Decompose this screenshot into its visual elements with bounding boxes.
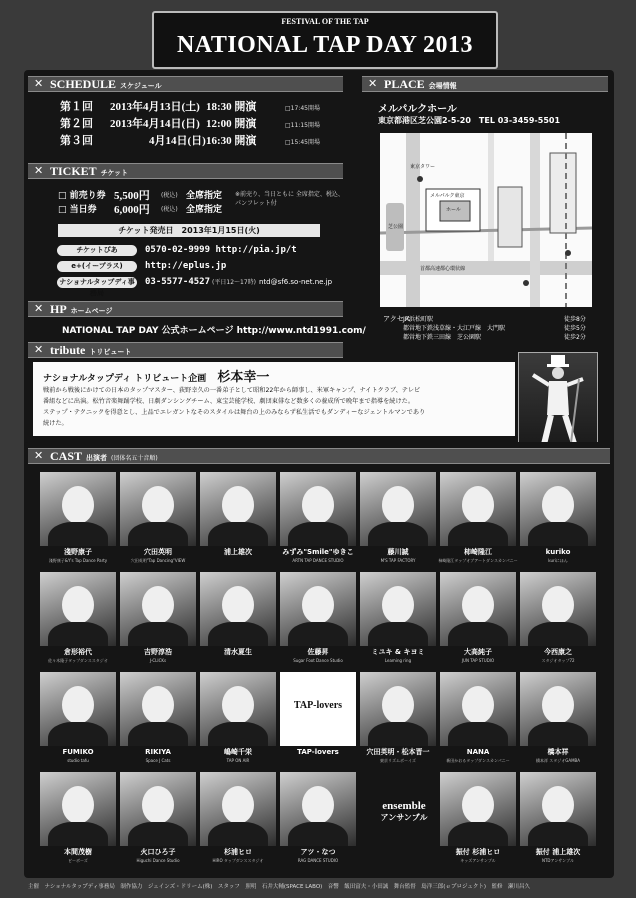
venue-address: 東京都港区芝公園2-5-20 TEL 03-3459-5501	[378, 116, 561, 125]
title-box	[152, 11, 498, 69]
cast-name: アツ・なつ	[300, 848, 336, 856]
cast-affiliation: JUN TAP STUDIO	[461, 658, 495, 663]
cast-affiliation: 佐々木隆子タップダンススタジオ	[48, 658, 108, 663]
hp-link[interactable]: NATIONAL TAP DAY 公式ホームページ http://www.ntd1991.com/	[62, 326, 366, 336]
hp-header	[28, 301, 343, 317]
contact-value: 0570-02-9999 http://pia.jp/t	[145, 245, 297, 255]
cast-photo	[200, 672, 276, 746]
photo-head	[462, 686, 494, 724]
cast-name: 佐藤昇	[307, 648, 329, 656]
cast-affiliation: kuriにほん	[548, 558, 568, 563]
cast-affiliation: Space J Cats	[145, 758, 171, 763]
photo-head	[222, 686, 254, 724]
tribute-heading: ナショナルタップディ トリビュート企画	[43, 374, 207, 384]
photo-head	[222, 486, 254, 524]
ensemble-title: ensemble	[382, 800, 426, 812]
schedule-title-jp: スケジュール	[120, 82, 162, 90]
place-title-jp: 会場情報	[428, 82, 457, 90]
corner-mark-icon: ✕	[34, 449, 44, 462]
cast-photo	[520, 672, 596, 746]
cast-name: 大高純子	[464, 648, 492, 656]
cast-name: 橋本祥	[547, 748, 569, 756]
photo-body	[528, 822, 588, 846]
cast-affiliation: J-CLICKs	[149, 658, 167, 663]
ensemble-title-jp: アンサンブル	[380, 813, 428, 822]
access-walk: 徒歩2分	[564, 334, 586, 341]
corner-mark-icon: ✕	[34, 164, 44, 177]
cast-photo	[360, 572, 436, 646]
tap-lovers-logo	[280, 672, 356, 746]
cast-photo	[120, 672, 196, 746]
cast-affiliation: Sugar Foot Dance Studio	[293, 658, 343, 663]
tribute-title-jp: トリビュート	[89, 348, 132, 356]
map-label: メルパルク東京	[430, 193, 465, 199]
photo-body	[48, 622, 108, 646]
ensemble-photo	[520, 772, 596, 846]
cast-affiliation: ビーボーズ	[68, 858, 88, 863]
cast-name: 吉野淳浩	[144, 648, 172, 656]
ticket-title-jp: チケット	[100, 169, 129, 177]
cast-photo	[280, 572, 356, 646]
photo-head	[62, 686, 94, 724]
cast-photo	[200, 772, 276, 846]
ticket-price: 5,500円	[114, 190, 150, 202]
photo-body	[528, 622, 588, 646]
ticket-release-bar	[58, 224, 320, 237]
photo-body	[368, 622, 428, 646]
schedule-open: □15:45開場	[285, 139, 320, 146]
cast-name: 穴田英明	[144, 548, 172, 556]
tribute-header	[28, 342, 343, 358]
photo-head	[142, 486, 174, 524]
photo-head	[222, 586, 254, 624]
ticket-seat: 全席指定	[186, 205, 223, 215]
photo-body	[288, 622, 348, 646]
cast-name: NANA	[466, 748, 490, 756]
page-title: NATIONAL TAP DAY 2013	[176, 32, 474, 58]
access-line: 都営地下鉄三田線 芝公園駅	[403, 334, 482, 341]
photo-body	[208, 822, 268, 846]
tribute-heading-row	[43, 366, 269, 385]
ticket-vendor-pill[interactable]: e+(イープラス)	[57, 261, 137, 272]
cast-name: 藤川誠	[387, 548, 409, 556]
cast-photo	[280, 772, 356, 846]
contact-mail[interactable]: ntd@sf6.so-net.ne.jp	[258, 278, 333, 286]
photo-head	[542, 686, 574, 724]
cast-photo	[440, 572, 516, 646]
cast-affiliation: 橋本祥 スタジオGAMBA	[535, 758, 581, 763]
access-line: JR浜松町駅	[403, 316, 433, 323]
photo-body	[48, 822, 108, 846]
cast-title-jp: 出演者	[86, 454, 108, 462]
photo-head	[62, 486, 94, 524]
map-label: 芝公園	[388, 224, 404, 230]
photo-head	[62, 786, 94, 824]
cast-title: CAST	[50, 449, 83, 463]
cast-affiliation: M'S TAP FACTORY	[380, 558, 416, 563]
photo-body	[288, 522, 348, 546]
photo-head	[462, 486, 494, 524]
cast-photo	[360, 672, 436, 746]
photo-body	[448, 622, 508, 646]
photo-body	[208, 722, 268, 746]
tribute-title: tribute	[50, 343, 86, 357]
schedule-no: 第１回	[60, 101, 93, 113]
ticket-vendor-contact[interactable]	[145, 277, 332, 288]
ticket-label: □ 前売り券	[58, 191, 106, 201]
ticket-vendor-pill[interactable]: ナショナルタップディ事務局	[57, 277, 137, 288]
schedule-title: SCHEDULE	[50, 77, 117, 91]
ticket-seat: 全席指定	[186, 191, 223, 201]
photo-body	[128, 522, 188, 546]
cast-name: 火口ひろ子	[140, 848, 176, 856]
cast-name: 本間茂樹	[64, 848, 92, 856]
place-header	[362, 76, 608, 92]
ticket-header	[28, 163, 343, 179]
ticket-vendor-contact[interactable]	[145, 245, 297, 256]
cast-header	[28, 448, 610, 464]
ensemble-sub: キッズアンサンブル	[460, 858, 496, 863]
access-walk: 徒歩8分	[564, 316, 586, 323]
photo-head	[222, 786, 254, 824]
contact-hours: (平日12〜17時)	[212, 279, 256, 286]
ensemble-sub: NTDアンサンブル	[542, 858, 574, 863]
photo-head	[462, 586, 494, 624]
cast-name: 杉浦ヒロ	[224, 848, 252, 856]
cast-photo	[120, 572, 196, 646]
cast-photo	[200, 572, 276, 646]
schedule-header	[28, 76, 343, 92]
ticket-tax: (税込)	[161, 192, 178, 199]
photo-head	[302, 586, 334, 624]
photo-head	[542, 486, 574, 524]
cast-photo	[360, 472, 436, 546]
tribute-line: 戦前から戦後にかけての日本のタップマスター、荻野幸久の一番弟子として昭和22年から師事し、米軍キャンプ、ナイトクラブ、テレビ	[43, 387, 421, 394]
access-label: アクセス	[383, 315, 411, 323]
map-label: 首都高速都心環状線	[420, 266, 466, 272]
photo-head	[302, 786, 334, 824]
photo-body	[448, 822, 508, 846]
photo-head	[542, 786, 574, 824]
photo-head	[462, 786, 494, 824]
cast-affiliation: 穴田英明"Tap Dancing"VIEW	[130, 558, 186, 563]
cast-affiliation: 新田かおるタップダンスカンパニー	[446, 758, 510, 763]
schedule-no: 第２回	[60, 118, 93, 130]
cast-name: 嶋崎千栄	[224, 748, 252, 756]
cast-name: 清水夏生	[224, 648, 252, 656]
ensemble-label	[366, 800, 442, 823]
photo-body	[448, 722, 508, 746]
photo-head	[382, 586, 414, 624]
cast-name: 今西康之	[544, 648, 572, 656]
photo-body	[528, 522, 588, 546]
photo-body	[128, 622, 188, 646]
tribute-text	[43, 385, 509, 429]
cast-photo	[440, 472, 516, 546]
corner-mark-icon: ✕	[368, 77, 378, 90]
cast-affiliation: Higuchi Dance Studio	[136, 858, 180, 863]
tribute-name: 杉本幸一	[217, 370, 270, 385]
cast-photo	[40, 472, 116, 546]
photo-body	[528, 722, 588, 746]
map-label: 東京タワー	[410, 164, 436, 170]
cast-name: 倉形裕代	[64, 648, 92, 656]
cast-note: (団体名五十音順)	[111, 455, 158, 462]
cast-photo	[40, 772, 116, 846]
cast-photo	[200, 472, 276, 546]
cast-affiliation: 柿崎隆江タップオブアートダンスカンパニー	[438, 558, 518, 563]
ticket-vendor-contact[interactable]	[145, 261, 226, 272]
ticket-release-date: チケット発売日 2013年1月15日(火)	[118, 226, 260, 235]
cast-name: 淺野康子	[64, 548, 92, 556]
ticket-tax: (税込)	[161, 206, 178, 213]
cast-affiliation: TAP ON AIR	[226, 758, 250, 763]
cast-photo	[120, 772, 196, 846]
cast-name: 柿崎隆江	[464, 548, 492, 556]
access-line: 都営地下鉄浅草線・大江戸線 大門駅	[403, 325, 506, 332]
cast-photo	[280, 472, 356, 546]
photo-body	[208, 522, 268, 546]
ensemble-role: 振付 浦上雄次	[535, 848, 581, 856]
place-title: PLACE	[384, 77, 425, 91]
photo-body	[48, 722, 108, 746]
festival-label: FESTIVAL OF THE TAP	[281, 17, 369, 26]
tribute-panel	[33, 362, 515, 436]
cast-affiliation: HIRO タップダンススタジオ	[212, 858, 264, 863]
ensemble-photo	[440, 772, 516, 846]
photo-head	[382, 486, 414, 524]
schedule-open: □17:45開場	[285, 105, 320, 112]
ensemble-role: 振付 杉浦ヒロ	[455, 848, 501, 856]
cast-name: ミユキ & キヨミ	[371, 648, 425, 656]
venue-map	[380, 133, 592, 307]
cast-affiliation: ARTN TAP DANCE STUDIO	[292, 558, 344, 563]
schedule-time: 16:30 開演	[206, 135, 257, 147]
photo-head	[302, 486, 334, 524]
schedule-date: 2013年4月14日(日)	[110, 118, 200, 130]
cast-affiliation: 東京リズムボーイズ	[380, 758, 416, 763]
ticket-title: TICKET	[50, 164, 97, 178]
tribute-line: ステップ・テクニックを得意とし、上品でエレガントなそのスタイルは舞台の上のみならず私生活でもダンディーなジェントルマンであり	[43, 409, 426, 416]
cast-name: みずみ"Smile"ゆきこ	[282, 548, 354, 556]
ticket-price: 6,000円	[114, 204, 150, 216]
contact-value: 03-5577-4527	[145, 277, 211, 287]
corner-mark-icon: ✕	[34, 302, 44, 315]
schedule-time: 12:00 開演	[206, 118, 257, 130]
schedule-no: 第３回	[60, 135, 93, 147]
photo-head	[542, 586, 574, 624]
photo-body	[128, 722, 188, 746]
map-drawing	[380, 133, 592, 307]
schedule-date: 4月14日(日)	[149, 135, 206, 147]
photo-head	[142, 686, 174, 724]
venue-name: メルパルクホール	[378, 104, 457, 115]
cast-affiliation: studio tafu	[67, 758, 89, 763]
cast-photo	[40, 572, 116, 646]
photo-body	[208, 622, 268, 646]
cast-affiliation: スタジオタップ72	[541, 658, 575, 663]
cast-name: kuriko	[545, 548, 571, 556]
ticket-vendor-pill[interactable]: チケットぴあ	[57, 245, 137, 256]
cast-name: 浦上雄次	[224, 548, 252, 556]
photo-body	[48, 522, 108, 546]
tribute-line: 番組などに出演。松竹音楽舞踊学校、日劇ダンシングチーム、東宝芸能学校、劇団東俳など数多くの養成所で晩年まで指導を続けた。	[43, 398, 415, 405]
schedule-open: □11:15開場	[285, 122, 320, 129]
hp-title: HP	[50, 302, 67, 316]
cast-affiliation: RAG DANCE STUDIO	[297, 858, 339, 863]
photo-head	[62, 586, 94, 624]
photo-body	[368, 522, 428, 546]
footer-credits: 主催 ナショナルタップディ事務局 制作協力 ジェインズ・ドリーム(株) スタッフ 照明 石井大輔(SPACE LABO) 音響 飯田富夫・小田誠 舞台監督 島洋三郎(ｅプロジェクト) 監修 瀬川昌久	[28, 884, 530, 890]
cast-name: 穴田英明・松本晋一	[366, 748, 430, 756]
cast-affiliation: 淺野康子&Y's Tap Dance Party	[48, 558, 108, 563]
tribute-line: 続けた。	[43, 420, 68, 427]
photo-head	[142, 786, 174, 824]
access-walk: 徒歩5分	[564, 325, 586, 332]
photo-body	[448, 522, 508, 546]
photo-head	[142, 586, 174, 624]
schedule-time: 18:30 開演	[206, 101, 257, 113]
corner-mark-icon: ✕	[34, 77, 44, 90]
corner-mark-icon: ✕	[34, 343, 44, 356]
map-label: ホール	[446, 207, 461, 213]
hp-title-jp: ホームページ	[70, 307, 113, 315]
cast-photo	[40, 672, 116, 746]
schedule-date: 2013年4月13日(土)	[110, 101, 200, 113]
contact-value: http://eplus.jp	[145, 261, 227, 271]
photo-body	[368, 722, 428, 746]
ticket-note: ※前売り、当日ともに 全席指定、税込、パンフレット付	[235, 191, 344, 207]
cast-name: TAP-lovers	[297, 748, 339, 756]
ticket-label: □ 当日券	[58, 205, 97, 215]
logo-text: TAP-lovers	[293, 700, 343, 711]
photo-body	[128, 822, 188, 846]
cast-name: RIKIYA	[145, 748, 171, 756]
cast-affiliation: Leaming ring	[384, 658, 412, 663]
cast-photo	[120, 472, 196, 546]
cast-photo	[520, 472, 596, 546]
cast-photo	[440, 672, 516, 746]
photo-body	[288, 822, 348, 846]
cast-photo	[520, 572, 596, 646]
cast-name: FUMIKO	[62, 748, 94, 756]
photo-head	[382, 686, 414, 724]
